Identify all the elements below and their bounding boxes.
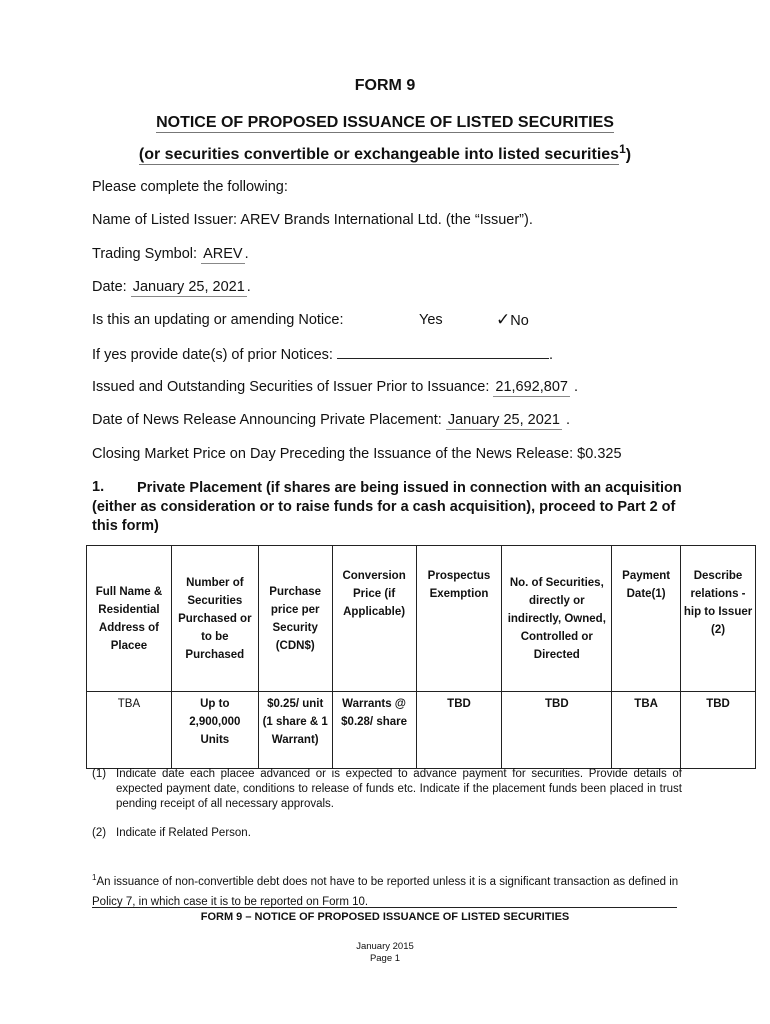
table-cell: TBD — [502, 692, 612, 769]
outstanding-label: Issued and Outstanding Securities of Issuer Prior to Issuance: — [92, 379, 490, 395]
prior-label: If yes provide date(s) of prior Notices: — [92, 347, 333, 363]
page-subtitle — [0, 142, 770, 164]
checkmark-icon: ✓ — [496, 310, 511, 329]
symbol-value: AREV — [203, 246, 243, 262]
news-value: January 25, 2021 — [447, 412, 560, 428]
table-cell: $0.25/ unit (1 share & 1 Warrant) — [258, 692, 332, 769]
table-header-cell: Purchase price per Security (CDN$) — [258, 546, 332, 692]
prior-notices-line — [92, 346, 553, 363]
subtitle-text: (or securities convertible or exchangeable into listed securities — [138, 146, 620, 164]
page-title — [0, 114, 770, 132]
table-cell: TBD — [416, 692, 502, 769]
table-cell: TBA — [612, 692, 681, 769]
closing-price-line: Closing Market Price on Day Preceding the Issuance of the News Release: $0.325 — [92, 446, 622, 462]
table-note — [92, 767, 682, 812]
news-release-line — [92, 412, 570, 428]
note-text: Indicate if Related Person. — [116, 827, 251, 839]
placement-table — [86, 545, 756, 769]
footnote — [92, 868, 692, 912]
table-header-row — [87, 546, 756, 692]
table-header-cell: Describe relations -hip to Issuer (2) — [681, 546, 756, 692]
section-heading: Private Placement (if shares are being issued in connection with an acquisition (either as consideration or to raise funds for a cash acquisition), proceed to Part 2 of this form) — [92, 480, 682, 534]
no-label: No — [510, 313, 529, 329]
footnote-marker: 1 — [92, 873, 97, 882]
symbol-period: . — [244, 246, 249, 262]
table-cell: TBD — [681, 692, 756, 769]
news-label: Date of News Release Announcing Private Placement: — [92, 412, 442, 428]
table-cell: Warrants @ $0.28/ share — [332, 692, 416, 769]
footer-date: January 2015 — [356, 941, 414, 952]
symbol-line — [92, 246, 249, 262]
issuer-label: Name of Listed Issuer: — [92, 212, 238, 228]
news-period: . — [565, 412, 570, 428]
date-label: Date: — [92, 279, 127, 295]
table-cell: TBA — [87, 692, 172, 769]
date-line — [92, 279, 251, 295]
table-cell: Up to 2,900,000 Units — [171, 692, 258, 769]
prior-period: . — [549, 347, 554, 363]
note-number: (1) — [92, 768, 107, 780]
title-text: NOTICE OF PROPOSED ISSUANCE OF LISTED SECURITIES — [156, 114, 614, 131]
subtitle-close: ) — [625, 146, 632, 164]
table-header-cell: Prospectus Exemption — [416, 546, 502, 692]
form-label: FORM 9 — [354, 77, 416, 94]
issuer-line — [92, 212, 533, 228]
table-note — [92, 826, 682, 841]
footer-page-number: Page 1 — [369, 953, 401, 964]
symbol-label: Trading Symbol: — [92, 246, 198, 262]
amending-label: Is this an updating or amending Notice: — [92, 312, 344, 328]
subtitle-footnote-ref: 1 — [619, 142, 626, 156]
yes-option: Yes — [419, 312, 443, 328]
note-number: (2) — [92, 827, 107, 839]
footnote-text: An issuance of non-convertible debt does not have to be reported unless it is a significant transaction as defined in Policy 7, in which case it is to be reported on Form 10. — [92, 875, 679, 908]
table-header-cell: Full Name & Residential Address of Placee — [87, 546, 172, 692]
footer-title: FORM 9 – NOTICE OF PROPOSED ISSUANCE OF LISTED SECURITIES — [200, 911, 570, 923]
note-text: Indicate date each placee advanced or is expected to advance payment for securities. Provide details of expected payment date, conditions to release of funds etc. Indicate if the placement funds been placed in trust pending receipt of all necessary approvals. — [116, 768, 682, 810]
intro-text: Please complete the following: — [92, 179, 288, 195]
table-header-cell: Conversion Price (if Applicable) — [332, 546, 416, 692]
date-period: . — [246, 279, 251, 295]
section-number: 1. — [92, 479, 105, 495]
outstanding-line — [92, 379, 578, 395]
date-value: January 25, 2021 — [132, 279, 245, 295]
issuer-value: AREV Brands International Ltd. (the “Issuer”). — [240, 212, 533, 228]
table-row — [87, 692, 756, 769]
table-header-cell: No. of Securities, directly or indirectly, Owned, Controlled or Directed — [502, 546, 612, 692]
table-header-cell: Payment Date(1) — [612, 546, 681, 692]
prior-notices-blank — [337, 346, 549, 359]
no-option — [496, 310, 529, 330]
table-header-cell: Number of Securities Purchased or to be Purchased — [171, 546, 258, 692]
footer-divider — [92, 907, 677, 908]
outstanding-period: . — [574, 379, 579, 395]
outstanding-value: 21,692,807 — [495, 379, 568, 395]
